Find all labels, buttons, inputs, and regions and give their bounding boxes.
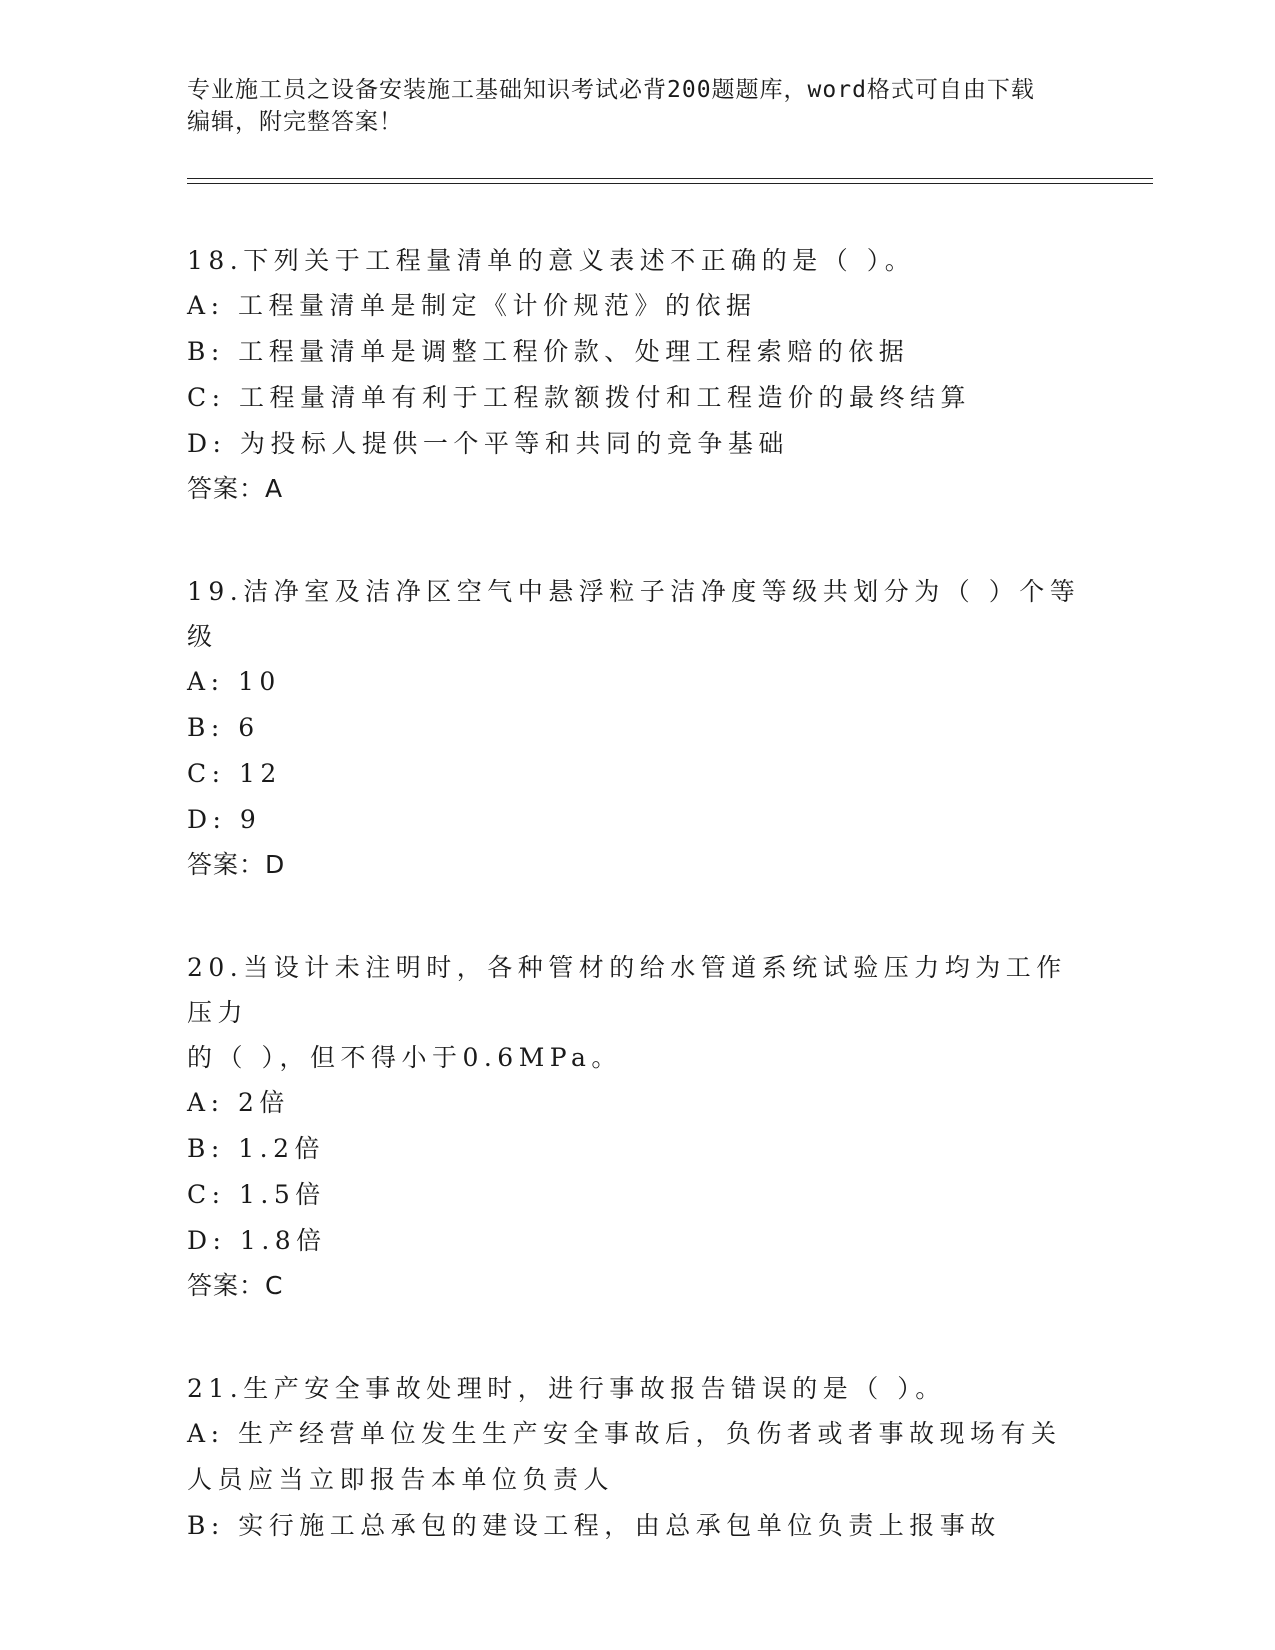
question-text: 20.当设计未注明时，各种管材的给水管道系统试验压力均为工作压力 [187,953,1067,1027]
option-a [187,659,1087,705]
option-key: C [187,1180,212,1209]
option-text: 工程量清单是制定《计价规范》的依据 [237,291,757,320]
option-separator: : [210,713,239,742]
header-divider-top [187,178,1153,179]
option-separator: : [211,1180,240,1209]
header-title-line-1: 专业施工员之设备安装施工基础知识考试必背200题题库，word格式可自由下载 [187,77,1035,103]
answer-label: 答案： [187,474,266,503]
option-separator: : [212,429,240,458]
option-d [187,1218,1087,1264]
option-key: A [187,667,211,696]
option-d [187,797,1087,843]
option-separator: : [210,337,239,366]
answer-value: C [265,1271,284,1300]
option-b [187,1126,1087,1172]
answer-line [187,467,1087,511]
option-text: 为投标人提供一个平等和共同的竞争基础 [239,429,789,458]
option-key: A [187,1088,211,1117]
option-key: D [187,1226,213,1255]
question-block [187,569,1087,887]
option-text: 9 [239,805,262,834]
option-key: D [187,429,213,458]
option-text: 生产经营单位发生生产安全事故后，负伤者或者事故现场有关人员应当立即报告本单位负责人 [187,1419,1062,1494]
option-key: B [187,337,211,366]
question-text: 21.生产安全事故处理时，进行事故报告错误的是（ ）。 [187,1374,946,1403]
option-text: 工程量清单是调整工程价款、处理工程索赔的依据 [238,337,910,366]
option-separator: : [212,805,240,834]
option-key: C [187,383,212,412]
option-text: 1.2倍 [238,1134,326,1163]
option-text: 1.5倍 [239,1180,326,1209]
answer-line [187,1264,1087,1308]
option-separator: : [210,1088,238,1117]
question-block [187,1366,1087,1549]
option-a [187,283,1087,329]
answer-line [187,843,1087,887]
option-separator: : [210,1134,239,1163]
answer-label: 答案： [187,1271,266,1300]
option-d [187,421,1087,467]
option-b [187,705,1087,751]
option-text: 6 [238,713,260,742]
question-block [187,238,1087,511]
question-block [187,945,1087,1308]
option-a [187,1411,1087,1503]
option-b [187,329,1087,375]
header-divider-bottom [187,183,1153,184]
answer-value: D [265,850,286,879]
option-c [187,375,1087,421]
question-list [187,238,1087,1607]
option-separator: : [210,1419,238,1448]
option-a [187,1080,1087,1126]
option-c [187,751,1087,797]
option-separator: : [212,1226,240,1255]
answer-value: A [265,474,284,503]
option-text: 10 [237,667,281,696]
option-key: C [187,759,212,788]
option-key: B [187,713,211,742]
option-separator: : [211,759,240,788]
option-b [187,1503,1087,1549]
option-text: 2倍 [237,1088,290,1117]
answer-label: 答案： [187,850,266,879]
option-c [187,1172,1087,1218]
option-key: A [187,291,211,320]
document-header [187,74,1087,138]
question-text: 19.洁净室及洁净区空气中悬浮粒子洁净度等级共划分为（ ）个等级 [187,577,1081,651]
option-text: 工程量清单有利于工程款额拨付和工程造价的最终结算 [239,383,972,412]
option-separator: : [211,383,240,412]
option-separator: : [210,667,238,696]
option-key: B [187,1134,211,1163]
option-text: 实行施工总承包的建设工程，由总承包单位负责上报事故 [238,1511,1001,1540]
question-text: 18.下列关于工程量清单的意义表述不正确的是（ ）。 [187,246,916,275]
question-text-continued: 的（ ），但不得小于0.6MPa。 [187,1043,622,1072]
header-title-line-2: 编辑，附完整答案！ [187,109,403,135]
option-key: A [187,1419,211,1448]
option-separator: : [210,1511,239,1540]
option-text: 12 [239,759,282,788]
option-text: 1.8倍 [239,1226,327,1255]
option-key: D [187,805,213,834]
option-separator: : [210,291,238,320]
option-key: B [187,1511,211,1540]
